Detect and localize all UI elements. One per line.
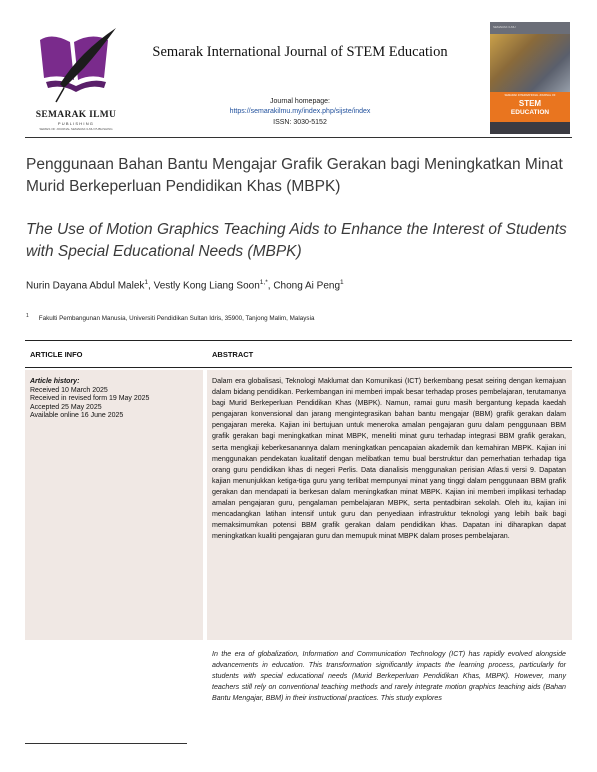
history-online: Available online 16 June 2025 [30,412,124,420]
affiliation-text: Fakulti Pembangunan Manusia, Universiti Pendidikan Sultan Idris, 35900, Tanjong Malim, Malaysia [38,315,315,323]
publisher-subname: PUBLISHING [57,121,95,126]
author-list: Nurin Dayana Abdul Malek$^1$, Vestly Kong Liang Soon$^{1,*}$, Chong Ai Peng$^1$ [26,279,344,292]
abstract-malay: Dalam era globalisasi, Teknologi Maklumat dan Komunikasi (ICT) berkembang pesat seiring dengan kemajuan dalam bidang pendidikan. Perkembangan ini memberi impak besar terhadap proses pembelajaran, terutamanya bagi Murid Berkeperluan Pendidikan Khas (MBPK). Namun, ramai guru masih bergantung kepada kaedah pengajaran konvensional dan jarang mengintegrasikan bahan bantu mengajar (BBM) grafik gerakan dalam pengajaran mereka. Kajian ini bertujuan untuk meneroka amalan pengajaran guru dalam penggunaan BBM grafik gerakan bagi meningkatkan minat MBPK, meneliti minat guru terhadap integrasi BBM grafik gerakan, serta mengkaji keberkesanannya dalam meningkatkan pencapaian akademik dan kemahiran MBPK. Kajian ini menggunakan pendekatan kualitatif dengan melibatkan temu bual berstruktur dan pemerhatian terhadap tiga orang guru pendidikan khas di negeri Perlis. Data dianalisis menggunakan perisian Atlas.ti versi 9. Dapatan kajian menunjukkan ketiga-tiga guru yang terlibat mempunyai minat yang tinggi dalam penggunaan BBM grafik gerakan dan mendapati ia berkesan dalam meningkatkan minat MBPK. Kajian ini memberi implikasi terhadap amalan pengajaran guru, pengalaman pembelajaran MBPK, serta pentadbiran sekolah. Oleh itu, kajian ini mencadangkan latihan intensif untuk guru dan penyediaan infrastruktur teknologi yang lebih baik bagi memaksimumkan potensi BBM grafik gerakan dalam pendidikan khas. Dapatan ini diharapkan dapat meningkatkan kualiti pengajaran guru dan memupuk minat MBPK dalam proses pembelajaran. [212,377,566,541]
paper-title-malay: Penggunaan Bahan Bantu Mengajar Grafik Gerakan bagi Meningkatkan Minat Murid Berkeperluan Pendidikan Khas (MBPK) [26,156,563,195]
affiliation-mark: 1 [26,313,29,319]
history-received: Received 10 March 2025 [30,386,108,394]
history-accepted: Accepted 25 May 2025 [30,403,102,411]
paper-title-english: The Use of Motion Graphics Teaching Aids to Enhance the Interest of Students with Special Educational Needs (MBPK) [26,221,567,260]
journal-cover-image [490,22,570,134]
homepage-label: Journal homepage: [270,98,330,105]
cover-education-text: EDUCATION [510,109,550,116]
footnote-divider [25,743,187,744]
section-divider [25,367,572,368]
abstract-english: In the era of globalization, Information and Communication Technology (ICT) has rapidly evolved alongside advancements in education. This transformation significantly impacts the learning process, particularly for students with special educational needs (Murid Berkeperluan Pendidikan Khas, MBPK). However, many teachers still rely on conventional teaching methods and rarely integrate motion graphics teaching aids (Bahan Bantu Mengajar, BBM) in their instructional practices. This study explores [212,650,566,703]
publisher-name: SEMARAK ILMU [35,110,117,120]
history-revised: Received in revised form 19 May 2025 [30,395,150,403]
abstract-heading: ABSTRACT [212,350,254,359]
header-divider [25,137,572,138]
author-affiliation-mark: 1 [144,279,149,286]
cover-corner-text: SEMARAK ILMU [493,25,516,29]
article-history [30,378,200,421]
homepage-link[interactable]: https://semarakilmu.my/index.php/sijste/index [229,108,371,115]
article-history-label: Article history: [30,378,80,385]
cover-stem-text: STEM [518,99,542,108]
author-name: Chong Ai Peng [273,280,341,292]
issn: ISSN: 3030-5152 [273,119,327,126]
publisher-tagline: SERIES OF JOURNAL SEMARAK ILMU PUBLISHING [39,127,113,131]
section-divider [25,340,572,341]
author-name: Nurin Dayana Abdul Malek [26,280,145,292]
author-affiliation-mark: 1 [340,279,344,286]
journal-title: Semarak International Journal of STEM Education [152,44,448,60]
author-affiliation-mark: 1,* [259,279,268,286]
cover-journal-text: SEMARAK INTERNATIONAL JOURNAL OF [504,94,556,97]
affiliation [26,313,576,322]
author-name: Vestly Kong Liang Soon [153,280,260,292]
article-info-heading: ARTICLE INFO [30,350,83,359]
